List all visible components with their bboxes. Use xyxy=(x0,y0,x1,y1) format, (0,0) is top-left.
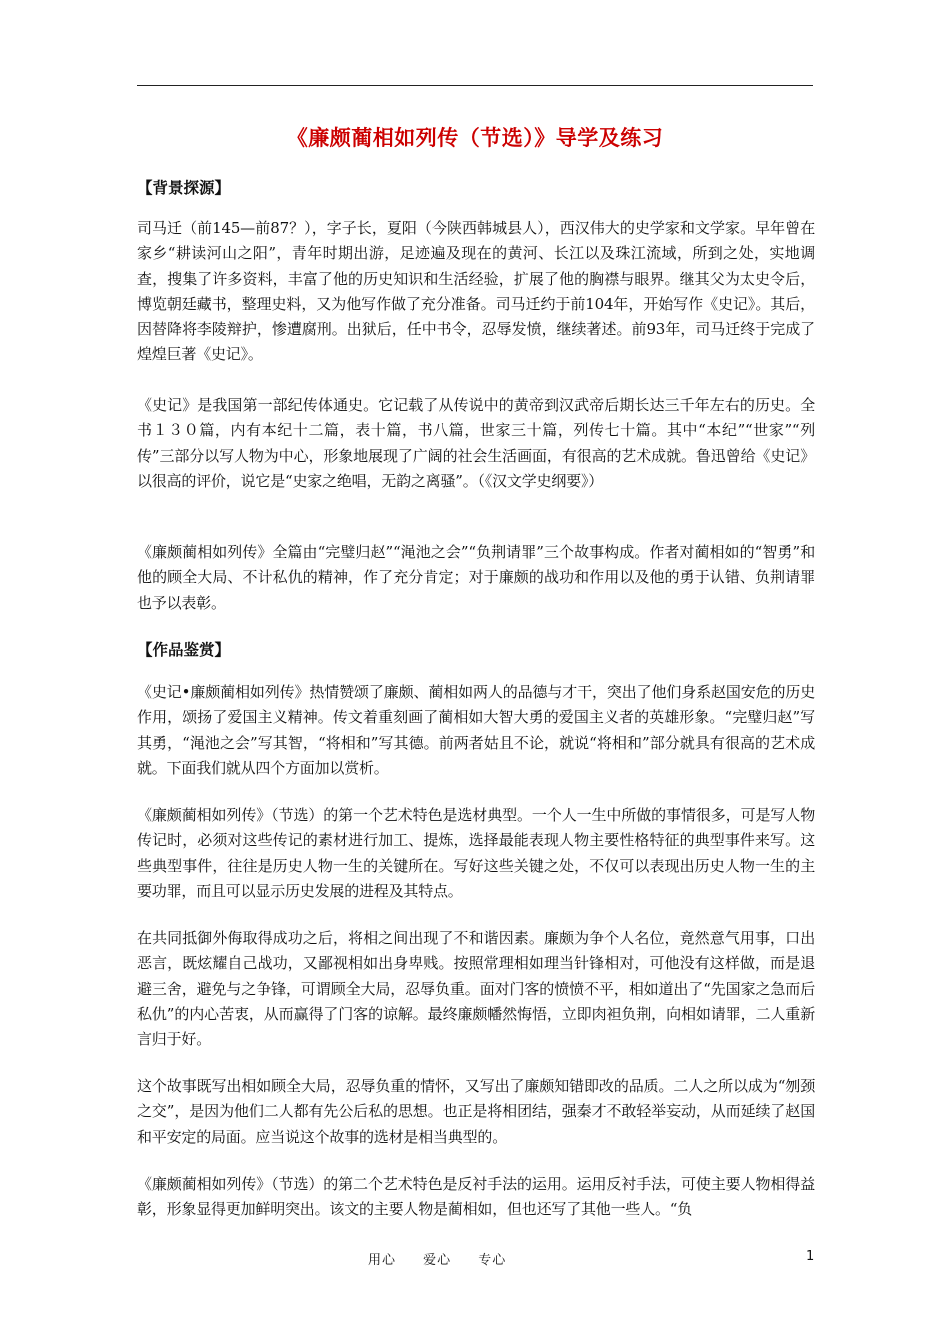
section-heading-background: 【背景探源】 xyxy=(137,179,231,197)
document-title: 《廉颇蔺相如列传（节选）》导学及练习 xyxy=(286,126,664,150)
paragraph-shiji-intro: 《史记》是我国第一部纪传体通史。它记载了从传说中的黄帝到汉武帝后期长达三千年左右的历史。全书１３０篇，内有本纪十二篇，表十篇，书八篇，世家三十篇，列传七十篇。其中“本纪”“世家”“列传”三部分以写人物为中心，形象地展现了广阔的社会生活画面，有很高的艺术成就。鲁迅曾给《史记》以很高的评价，说它是“史家之绝唱，无韵之离骚”。（《汉文学史纲要》） xyxy=(137,396,815,490)
paragraph-typical-material: 《廉颇蔺相如列传》（节选）的第一个艺术特色是选材典型。一个人一生中所做的事情很多，可是写人物传记时，必须对这些传记的素材进行加工、提炼，选择最能表现人物主要性格特征的典型事件来写。这些典型事件，往往是历史人物一生的关键所在。写好这些关键之处，不仅可以表现出历史人物一生的主要功罪，而且可以显示历史发展的进程及其特点。 xyxy=(137,806,815,900)
paragraph-story-structure: 《廉颇蔺相如列传》全篇由“完璧归赵”“渑池之会”“负荆请罪”三个故事构成。作者对蔺相如的“智勇”和他的顾全大局、不计私仇的精神，作了充分肯定；对于廉颇的战功和作用以及他的勇于认错、负荆请罪也予以表彰。 xyxy=(137,543,815,612)
paragraph-general-minister: 在共同抵御外侮取得成功之后，将相之间出现了不和谐因素。廉颇为争个人名位，竟然意气用事，口出恶言，既炫耀自己战功，又鄙视相如出身卑贱。按照常理相如理当针锋相对，可他没有这样做，而是退避三舍，避免与之争锋，可谓顾全大局，忍辱负重。面对门客的愤愤不平，相如道出了“先国家之急而后私仇”的内心苦衷，从而赢得了门客的谅解。最终廉颇幡然悔悟，立即肉袒负荆，向相如请罪，二人重新言归于好。 xyxy=(137,929,815,1049)
page-footer xyxy=(0,1249,950,1269)
paragraph-contrast-technique: 《廉颇蔺相如列传》（节选）的第二个艺术特色是反衬手法的运用。运用反衬手法，可使主要人物相得益彰，形象显得更加鲜明突出。该文的主要人物是蔺相如，但也还写了其他一些人。“负 xyxy=(137,1175,815,1219)
paragraph-praise-overview: 《史记•廉颇蔺相如列传》热情赞颂了廉颇、蔺相如两人的品德与才干，突出了他们身系赵国安危的历史作用，颂扬了爱国主义精神。传文着重刻画了蔺相如大智大勇的爱国主义者的英雄形象。“完璧归赵”写其勇，“渑池之会”写其智，“将相和”写其德。前两者姑且不论，就说“将相和”部分就具有很高的艺术成就。下面我们就从四个方面加以赏析。 xyxy=(137,683,815,777)
header-rule xyxy=(137,85,813,86)
section-heading-appreciation: 【作品鉴赏】 xyxy=(137,641,231,659)
paragraph-sima-qian-bio: 司马迁（前145—前87？），字子长，夏阳（今陕西韩城县人），西汉伟大的史学家和文学家。早年曾在家乡“耕读河山之阳”，青年时期出游，足迹遍及现在的黄河、长江以及珠江流域，所到之处，实地调查，搜集了许多资料，丰富了他的历史知识和生活经验，扩展了他的胸襟与眼界。继其父为太史令后，博览朝廷藏书，整理史料，又为他写作做了充分准备。司马迁约于前104年，开始写作《史记》。其后，因替降将李陵辩护，惨遭腐刑。出狱后，任中书令，忍辱发愤，继续著述。前93年，司马迁终于完成了煌煌巨著《史记》。 xyxy=(137,219,815,364)
page-number: 1 xyxy=(806,1249,815,1264)
paragraph-story-significance: 这个故事既写出相如顾全大局，忍辱负重的情怀，又写出了廉颇知错即改的品质。二人之所以成为“刎颈之交”，是因为他们二人都有先公后私的思想。也正是将相团结，强秦才不敢轻举妄动，从而延续了赵国和平安定的局面。应当说这个故事的选材是相当典型的。 xyxy=(137,1077,815,1146)
footer-motto: 用心 爱心 专心 xyxy=(368,1253,507,1268)
